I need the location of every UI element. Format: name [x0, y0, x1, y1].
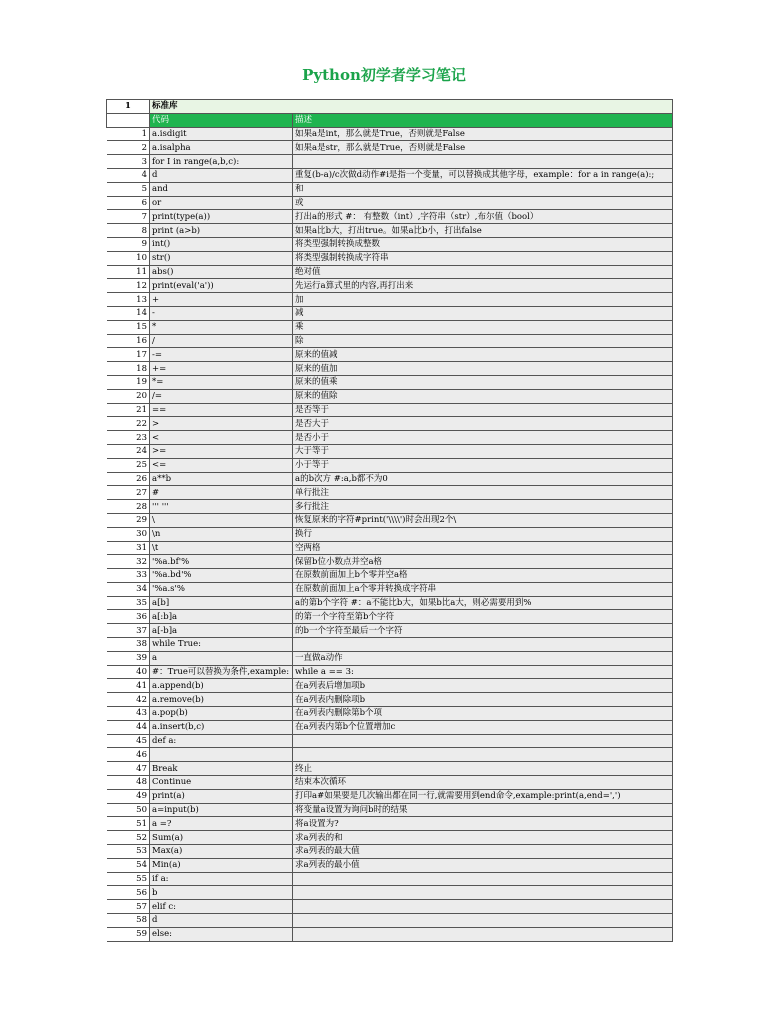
code-cell: < — [150, 431, 293, 445]
table-row — [107, 748, 673, 762]
description-cell: 是否等于 — [293, 403, 673, 417]
table-row — [107, 817, 673, 831]
row-number: 37 — [107, 624, 150, 638]
table-row — [107, 624, 673, 638]
row-number: 54 — [107, 858, 150, 872]
code-cell: a**b — [150, 472, 293, 486]
code-cell: # — [150, 486, 293, 500]
description-cell: 的第一个字符至第b个字符 — [293, 610, 673, 624]
code-cell: a.isalpha — [150, 141, 293, 155]
description-cell: 除 — [293, 334, 673, 348]
row-number: 20 — [107, 389, 150, 403]
row-number: 23 — [107, 431, 150, 445]
description-cell: 是否小于 — [293, 431, 673, 445]
table-row — [107, 362, 673, 376]
code-cell: def a: — [150, 734, 293, 748]
description-cell — [293, 900, 673, 914]
code-cell: + — [150, 293, 293, 307]
description-cell: 在原数前面加上a个零并转换成字符串 — [293, 582, 673, 596]
table-row — [107, 141, 673, 155]
table-row — [107, 458, 673, 472]
description-cell: 如果a是str，那么就是True，否则就是False — [293, 141, 673, 155]
row-number: 46 — [107, 748, 150, 762]
code-cell: a[b] — [150, 596, 293, 610]
row-number: 21 — [107, 403, 150, 417]
table-row — [107, 168, 673, 182]
description-cell: 恢复原来的字符#print('\\\\')时会出现2个\ — [293, 513, 673, 527]
table-row — [107, 279, 673, 293]
table-row — [107, 431, 673, 445]
table-row — [107, 845, 673, 859]
row-number: 49 — [107, 789, 150, 803]
row-number: 8 — [107, 224, 150, 238]
row-number: 4 — [107, 168, 150, 182]
code-cell: b — [150, 886, 293, 900]
row-number: 24 — [107, 444, 150, 458]
row-number: 51 — [107, 817, 150, 831]
row-number: 44 — [107, 720, 150, 734]
table-row — [107, 472, 673, 486]
description-cell — [293, 872, 673, 886]
table-row — [107, 734, 673, 748]
table-row — [107, 596, 673, 610]
code-cell: print (a>b) — [150, 224, 293, 238]
code-cell: * — [150, 320, 293, 334]
row-number: 57 — [107, 900, 150, 914]
table-row — [107, 541, 673, 555]
row-number: 26 — [107, 472, 150, 486]
description-cell — [293, 155, 673, 169]
row-number: 43 — [107, 707, 150, 721]
row-number: 59 — [107, 927, 150, 941]
row-number: 39 — [107, 651, 150, 665]
description-cell: 空两格 — [293, 541, 673, 555]
table-row — [107, 886, 673, 900]
table-row — [107, 831, 673, 845]
code-cell: -= — [150, 348, 293, 362]
code-cell: print(type(a)) — [150, 210, 293, 224]
description-cell — [293, 748, 673, 762]
row-number: 41 — [107, 679, 150, 693]
row-number: 56 — [107, 886, 150, 900]
description-cell: 在a列表后增加项b — [293, 679, 673, 693]
row-number: 11 — [107, 265, 150, 279]
code-cell: a.pop(b) — [150, 707, 293, 721]
description-cell: 原来的值乘 — [293, 375, 673, 389]
code-cell: a[-b]a — [150, 624, 293, 638]
code-cell: /= — [150, 389, 293, 403]
row-number: 35 — [107, 596, 150, 610]
code-cell: ''' ''' — [150, 500, 293, 514]
description-cell: while a == 3: — [293, 665, 673, 679]
row-number: 31 — [107, 541, 150, 555]
code-cell: Sum(a) — [150, 831, 293, 845]
column-header-row — [107, 113, 673, 127]
table-row — [107, 900, 673, 914]
description-cell: 小于等于 — [293, 458, 673, 472]
table-row — [107, 651, 673, 665]
description-cell: 的b一个字符至最后一个字符 — [293, 624, 673, 638]
table-row — [107, 707, 673, 721]
table-row — [107, 803, 673, 817]
table-row — [107, 403, 673, 417]
code-cell: '%a.bd'% — [150, 569, 293, 583]
row-number: 45 — [107, 734, 150, 748]
code-cell: a[:b]a — [150, 610, 293, 624]
table-row — [107, 486, 673, 500]
code-cell: Continue — [150, 776, 293, 790]
description-cell: 将a设置为? — [293, 817, 673, 831]
table-row — [107, 776, 673, 790]
code-cell: >= — [150, 444, 293, 458]
row-number: 27 — [107, 486, 150, 500]
row-number: 52 — [107, 831, 150, 845]
row-number: 14 — [107, 306, 150, 320]
row-number: 13 — [107, 293, 150, 307]
code-cell: and — [150, 182, 293, 196]
column-header-desc: 描述 — [293, 113, 673, 127]
table-row — [107, 693, 673, 707]
description-cell: 原来的值加 — [293, 362, 673, 376]
description-cell: 先运行a算式里的内容,再打出来 — [293, 279, 673, 293]
column-header-number — [107, 113, 150, 127]
row-number: 48 — [107, 776, 150, 790]
description-cell: 保留b位小数点并空a格 — [293, 555, 673, 569]
description-cell: 原来的值减 — [293, 348, 673, 362]
description-cell: 加 — [293, 293, 673, 307]
description-cell — [293, 914, 673, 928]
code-cell: \n — [150, 527, 293, 541]
description-cell: 重复(b-a)/c次做d动作#i是指一个变量，可以替换成其他字母，example：for a in range(a):; — [293, 168, 673, 182]
code-cell: a.remove(b) — [150, 693, 293, 707]
page-title: Python初学者学习笔记 — [302, 66, 466, 84]
table-row — [107, 265, 673, 279]
table-row — [107, 610, 673, 624]
row-number: 2 — [107, 141, 150, 155]
code-cell: Break — [150, 762, 293, 776]
code-cell — [150, 748, 293, 762]
row-number: 30 — [107, 527, 150, 541]
code-cell: if a: — [150, 872, 293, 886]
row-number: 47 — [107, 762, 150, 776]
notes-table — [106, 99, 673, 942]
description-cell: 在a列表内删除第b个项 — [293, 707, 673, 721]
row-number: 9 — [107, 237, 150, 251]
description-cell: 如果a比b大，打出true。如果a比b小，打出false — [293, 224, 673, 238]
table-row — [107, 789, 673, 803]
code-cell: \t — [150, 541, 293, 555]
table-row — [107, 196, 673, 210]
code-cell: elif c: — [150, 900, 293, 914]
table-row — [107, 527, 673, 541]
description-cell: 求a列表的最小值 — [293, 858, 673, 872]
table-row — [107, 375, 673, 389]
code-cell: d — [150, 914, 293, 928]
description-cell: 乘 — [293, 320, 673, 334]
row-number: 3 — [107, 155, 150, 169]
row-number: 19 — [107, 375, 150, 389]
row-number: 28 — [107, 500, 150, 514]
table-row — [107, 858, 673, 872]
section-label: 标准库 — [150, 100, 673, 114]
table-row — [107, 251, 673, 265]
description-cell: 如果a是int，那么就是True，否则就是False — [293, 127, 673, 141]
row-number: 34 — [107, 582, 150, 596]
code-cell: a.insert(b,c) — [150, 720, 293, 734]
code-cell: or — [150, 196, 293, 210]
description-cell: 大于等于 — [293, 444, 673, 458]
code-cell: str() — [150, 251, 293, 265]
description-cell: 是否大于 — [293, 417, 673, 431]
description-cell — [293, 734, 673, 748]
description-cell: 在a列表内删除项b — [293, 693, 673, 707]
table-row — [107, 237, 673, 251]
row-number: 6 — [107, 196, 150, 210]
row-number: 25 — [107, 458, 150, 472]
description-cell: 将变量a设置为询问b时的结果 — [293, 803, 673, 817]
code-cell: #：True可以替换为条件,example: — [150, 665, 293, 679]
code-cell: += — [150, 362, 293, 376]
table-row — [107, 210, 673, 224]
table-row — [107, 582, 673, 596]
table-row — [107, 334, 673, 348]
table-row — [107, 306, 673, 320]
row-number: 40 — [107, 665, 150, 679]
code-cell: a =? — [150, 817, 293, 831]
description-cell: 将类型强制转换成整数 — [293, 237, 673, 251]
row-number: 42 — [107, 693, 150, 707]
row-number: 38 — [107, 638, 150, 652]
row-number: 55 — [107, 872, 150, 886]
table-row — [107, 155, 673, 169]
code-cell: d — [150, 168, 293, 182]
table-row — [107, 914, 673, 928]
description-cell: 求a列表的最大值 — [293, 845, 673, 859]
description-cell: 结束本次循环 — [293, 776, 673, 790]
code-cell: a=input(b) — [150, 803, 293, 817]
section-number: 1 — [107, 100, 150, 114]
description-cell: 在a列表内第b个位置增加c — [293, 720, 673, 734]
description-cell: 打出a的形式 #： 有整数（int）,字符串（str）,布尔值（bool） — [293, 210, 673, 224]
description-cell: 单行批注 — [293, 486, 673, 500]
row-number: 33 — [107, 569, 150, 583]
description-cell: 求a列表的和 — [293, 831, 673, 845]
description-cell: 终止 — [293, 762, 673, 776]
row-number: 1 — [107, 127, 150, 141]
table-row — [107, 348, 673, 362]
code-cell: print(eval('a')) — [150, 279, 293, 293]
row-number: 15 — [107, 320, 150, 334]
code-cell: '%a.s'% — [150, 582, 293, 596]
row-number: 7 — [107, 210, 150, 224]
table-row — [107, 679, 673, 693]
code-cell: '%a.bf'% — [150, 555, 293, 569]
description-cell: a的第b个字符 #：a不能比b大，如果b比a大，则必需要用到% — [293, 596, 673, 610]
description-cell: 绝对值 — [293, 265, 673, 279]
code-cell: > — [150, 417, 293, 431]
table-row — [107, 927, 673, 941]
code-cell: for I in range(a,b,c): — [150, 155, 293, 169]
table-row — [107, 444, 673, 458]
description-cell: a的b次方 #:a,b都不为0 — [293, 472, 673, 486]
table-row — [107, 224, 673, 238]
row-number: 5 — [107, 182, 150, 196]
table-row — [107, 762, 673, 776]
code-cell: *= — [150, 375, 293, 389]
description-cell: 减 — [293, 306, 673, 320]
code-cell: - — [150, 306, 293, 320]
code-cell: \ — [150, 513, 293, 527]
description-cell: 原来的值除 — [293, 389, 673, 403]
row-number: 29 — [107, 513, 150, 527]
description-cell — [293, 886, 673, 900]
code-cell: / — [150, 334, 293, 348]
table-row — [107, 417, 673, 431]
code-cell: int() — [150, 237, 293, 251]
description-cell: 一直做a动作 — [293, 651, 673, 665]
table-row — [107, 320, 673, 334]
description-cell: 打印a#如果要是几次输出都在同一行,就需要用到end命令,example:print(a,end=',') — [293, 789, 673, 803]
description-cell: 将类型强制转换成字符串 — [293, 251, 673, 265]
description-cell: 多行批注 — [293, 500, 673, 514]
row-number: 22 — [107, 417, 150, 431]
description-cell: 在原数前面加上b个零并空a格 — [293, 569, 673, 583]
row-number: 18 — [107, 362, 150, 376]
table-row — [107, 638, 673, 652]
row-number: 58 — [107, 914, 150, 928]
row-number: 50 — [107, 803, 150, 817]
description-cell: 换行 — [293, 527, 673, 541]
row-number: 12 — [107, 279, 150, 293]
table-row — [107, 127, 673, 141]
code-cell: a.append(b) — [150, 679, 293, 693]
description-cell — [293, 638, 673, 652]
code-cell: print(a) — [150, 789, 293, 803]
description-cell — [293, 927, 673, 941]
table-row — [107, 500, 673, 514]
code-cell: <= — [150, 458, 293, 472]
row-number: 53 — [107, 845, 150, 859]
row-number: 16 — [107, 334, 150, 348]
row-number: 17 — [107, 348, 150, 362]
table-row — [107, 182, 673, 196]
row-number: 36 — [107, 610, 150, 624]
code-cell: a — [150, 651, 293, 665]
table-row — [107, 665, 673, 679]
description-cell: 或 — [293, 196, 673, 210]
table-row — [107, 293, 673, 307]
code-cell: abs() — [150, 265, 293, 279]
code-cell: else: — [150, 927, 293, 941]
code-cell: a.isdigit — [150, 127, 293, 141]
code-cell: Min(a) — [150, 858, 293, 872]
code-cell: while True: — [150, 638, 293, 652]
table-row — [107, 389, 673, 403]
column-header-code: 代码 — [150, 113, 293, 127]
table-row — [107, 720, 673, 734]
section-header-row — [107, 100, 673, 114]
code-cell: == — [150, 403, 293, 417]
description-cell: 和 — [293, 182, 673, 196]
table-row — [107, 555, 673, 569]
table-row — [107, 513, 673, 527]
row-number: 32 — [107, 555, 150, 569]
row-number: 10 — [107, 251, 150, 265]
table-row — [107, 872, 673, 886]
code-cell: Max(a) — [150, 845, 293, 859]
table-row — [107, 569, 673, 583]
